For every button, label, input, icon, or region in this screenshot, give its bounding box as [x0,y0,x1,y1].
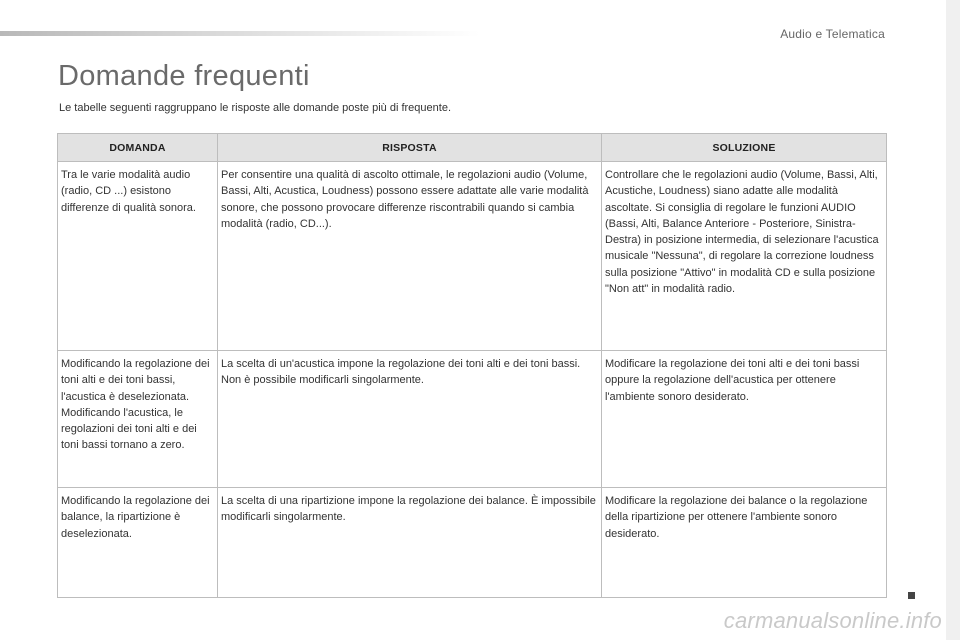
section-header: Audio e Telematica [780,27,885,41]
domanda-cell: Tra le varie modalità audio (radio, CD ...) esistono differenze di qualità sonora. [58,162,218,351]
table-header-row [58,134,887,162]
soluzione-cell: Modificare la regolazione dei balance o la regolazione della ripartizione per ottenere l'ambiente sonoro desiderato. [602,488,887,598]
end-of-section-marker [908,592,915,599]
page-edge [946,0,960,640]
domanda-cell: Modificando la regolazione dei toni alti e dei toni bassi, l'acustica è deselezionata. Modificando l'acustica, le regolazioni dei toni alti e dei toni bassi tornano a zero. [58,351,218,488]
column-header-soluzione: SOLUZIONE [602,134,887,162]
watermark: carmanualsonline.info [723,608,942,633]
faq-table [57,133,887,598]
table-row [58,351,887,488]
domanda-cell: Modificando la regolazione dei balance, la ripartizione è deselezionata. [58,488,218,598]
page-title: Domande frequenti [58,60,310,92]
intro-text: Le tabelle seguenti raggruppano le risposte alle domande poste più di frequente. [59,102,451,114]
table-row [58,162,887,351]
risposta-cell: Per consentire una qualità di ascolto ottimale, le regolazioni audio (Volume, Bassi, Alti, Acustica, Loudness) possono essere adattate alle varie modalità sonore, che possono provocare differenze riscontrabili quando si cambia modalità (radio, CD...). [218,162,602,351]
risposta-cell: La scelta di un'acustica impone la regolazione dei toni alti e dei toni bassi. Non è possibile modificarli singolarmente. [218,351,602,488]
column-header-risposta: RISPOSTA [218,134,602,162]
header-accent-bar [0,31,480,36]
soluzione-cell: Controllare che le regolazioni audio (Volume, Bassi, Alti, Acustiche, Loudness) siano adatte alle modalità ascoltate. Si consiglia di regolare le funzioni AUDIO (Bassi, Alti, Balance Anteriore - Posteriore, Sinistra-Destra) in posizione intermedia, di selezionare l'acustica musicale "Nessuna", di regolare la correzione loudness sulla posizione "Attivo" in modalità CD e sulla posizione "Non att" in modalità radio. [602,162,887,351]
soluzione-cell: Modificare la regolazione dei toni alti e dei toni bassi oppure la regolazione dell'acustica per ottenere l'ambiente sonoro desiderato. [602,351,887,488]
table-row [58,488,887,598]
column-header-domanda: DOMANDA [58,134,218,162]
risposta-cell: La scelta di una ripartizione impone la regolazione dei balance. È impossibile modificarli singolarmente. [218,488,602,598]
